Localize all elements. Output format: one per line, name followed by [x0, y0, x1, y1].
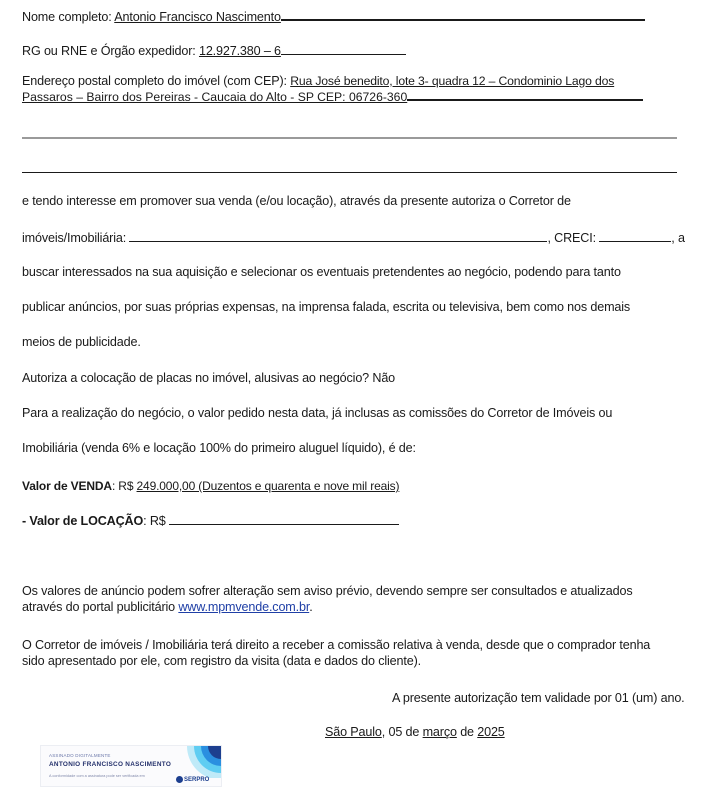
authorization-text-3: buscar interessados na sua aquisição e selecionar os eventuais pretendentes ao negócio, podendo para tanto [22, 265, 621, 279]
ads-text-2-row [22, 600, 313, 615]
price-text-2: Imobiliária (venda 6% e locação 100% do primeiro aluguel líquido), é de: [22, 441, 416, 455]
sale-label: Valor de VENDA [22, 479, 112, 493]
owner-address-blank [407, 88, 643, 101]
date-sep-1: , 05 de [381, 725, 423, 739]
rent-label: - Valor de LOCAÇÃO [22, 514, 144, 528]
date-month: março [422, 725, 457, 739]
price-text-1: Para a realização do negócio, o valor pedido nesta data, já inclusas as comissões do Corretor de Imóveis ou [22, 406, 613, 420]
broker-row [22, 230, 685, 246]
commission-text-1: O Corretor de imóveis / Imobiliária terá direito a receber a comissão relativa à venda, desde que o comprador tenha [22, 638, 651, 652]
blank-address-line-1 [22, 137, 677, 139]
stamp-arc-graphic [175, 746, 221, 778]
serpro-logo-icon [176, 776, 183, 783]
digital-signature-stamp [40, 745, 222, 787]
broker-field[interactable] [129, 230, 547, 242]
signs-question: Autoriza a colocação de placas no imóvel, alusivas ao negócio? Não [22, 371, 396, 385]
date-city: São Paulo [325, 725, 382, 739]
authorization-text-1: e tendo interesse em promover sua venda (e/ou locação), através da presente autoriza o Corretor de [22, 194, 571, 208]
owner-rg-value[interactable]: 12.927.380 – 6 [198, 44, 281, 58]
stamp-signer: ANTONIO FRANCISCO NASCIMENTO [49, 761, 172, 768]
authorization-text-5: meios de publicidade. [22, 335, 141, 349]
owner-name-value[interactable]: Antonio Francisco Nascimento [114, 10, 281, 24]
date-line [325, 725, 505, 740]
sale-colon: : R$ [111, 479, 137, 493]
serpro-logo [176, 776, 209, 783]
owner-rg-row [22, 43, 406, 59]
creci-suffix: , a [671, 231, 685, 245]
rent-value-row [22, 513, 399, 529]
rent-field[interactable] [169, 513, 399, 525]
owner-address-line2[interactable]: Passaros – Bairro dos Pereiras - Caucaia do Alto - SP CEP: 06726-360 [22, 90, 408, 104]
creci-field[interactable] [599, 230, 671, 242]
rent-colon: : R$ [143, 514, 170, 528]
owner-name-label: Nome completo: [22, 10, 112, 24]
serpro-logo-text: SERPRO [184, 777, 210, 784]
date-sep-2: de [456, 725, 478, 739]
owner-address-row-2 [22, 88, 643, 105]
sale-value-row [22, 479, 399, 494]
owner-address-label: Endereço postal completo do imóvel (com CEP): [22, 74, 287, 88]
owner-name-blank [281, 8, 645, 21]
blank-address-line-2 [22, 172, 677, 173]
commission-text-2: sido apresentado por ele, com registro da visita (data e dados do cliente). [22, 654, 421, 668]
stamp-header: ASSINADO DIGITALMENTE [49, 753, 111, 758]
creci-label: , CRECI: [547, 231, 596, 245]
owner-rg-blank [281, 43, 406, 55]
ads-text-2-suffix: . [309, 600, 313, 614]
stamp-note: A conformidade com a assinatura pode ser verificada em [49, 774, 145, 778]
validity-text: A presente autorização tem validade por 01 (um) ano. [392, 691, 685, 705]
portal-link[interactable]: www.mpmvende.com.br [178, 600, 310, 614]
owner-name-row [22, 8, 645, 25]
ads-text-1: Os valores de anúncio podem sofrer alteração sem aviso prévio, devendo sempre ser consultados e atualizados [22, 584, 633, 598]
owner-address-row [22, 74, 614, 89]
owner-address-line1[interactable]: Rua José benedito, lote 3- quadra 12 – Condominio Lago dos [290, 74, 615, 88]
broker-label: imóveis/Imobiliária: [22, 231, 127, 245]
ads-text-2-prefix: através do portal publicitário [22, 600, 179, 614]
authorization-text-4: publicar anúncios, por suas próprias expensas, na imprensa falada, escrita ou televisiva, bem como nos demais [22, 300, 631, 314]
owner-rg-label: RG ou RNE e Órgão expedidor: [22, 44, 196, 58]
date-year: 2025 [477, 725, 505, 739]
sale-value[interactable]: 249.000,00 (Duzentos e quarenta e nove mil reais) [136, 479, 400, 493]
